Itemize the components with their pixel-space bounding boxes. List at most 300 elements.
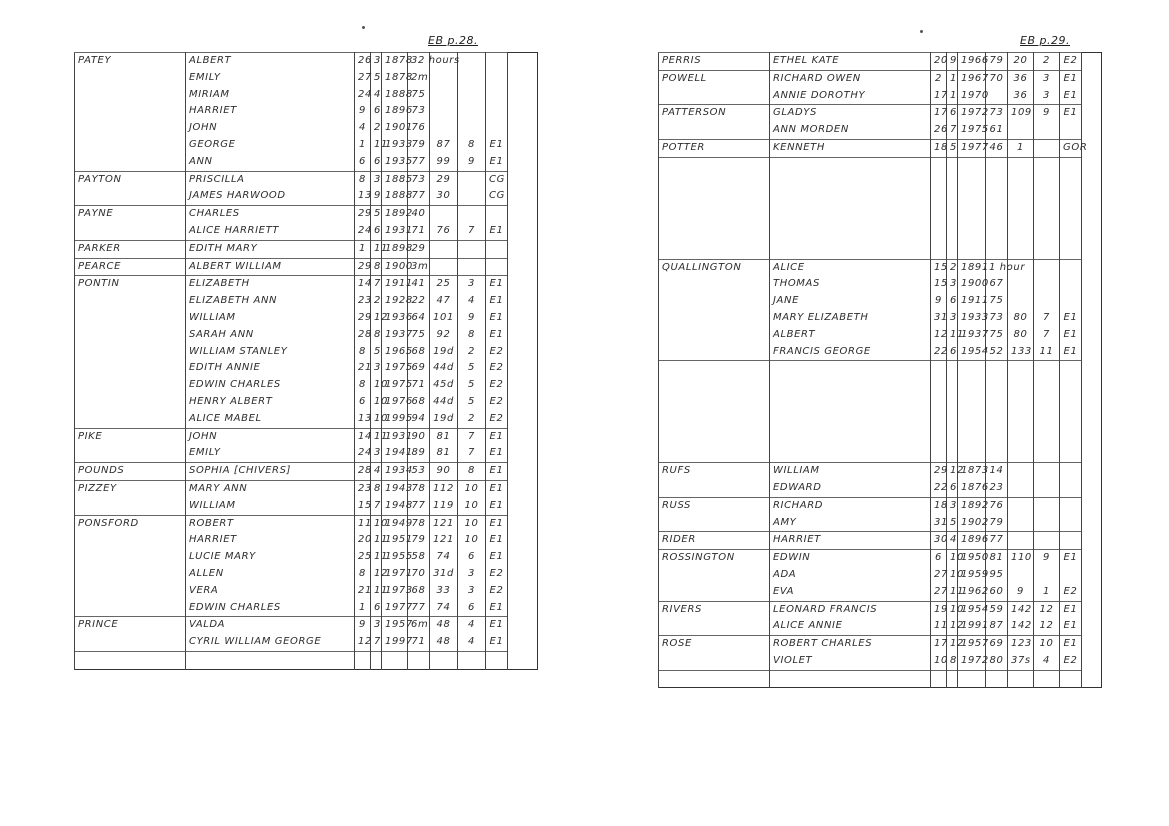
- forename-cell: ROBERT: [186, 515, 355, 532]
- no-cell: 5: [458, 394, 486, 411]
- month-cell: [947, 361, 958, 378]
- forename-cell: MIRIAM: [186, 87, 355, 104]
- ref-cell: 44d: [430, 394, 458, 411]
- age-cell: 77: [408, 154, 430, 171]
- age-cell: 89: [408, 445, 430, 462]
- table-row: [659, 293, 1102, 310]
- code-cell: E1: [1060, 70, 1082, 87]
- code-cell: [1060, 242, 1082, 259]
- table-row: [659, 618, 1102, 635]
- table-row: [75, 188, 538, 205]
- code-cell: E1: [486, 634, 508, 651]
- blank-row: [659, 445, 1102, 462]
- day-cell: [931, 412, 947, 429]
- year-cell: 1934: [382, 463, 408, 481]
- month-cell: 5: [947, 515, 958, 532]
- age-cell: [986, 429, 1008, 446]
- ref-cell: [1008, 122, 1034, 139]
- no-cell: 10: [458, 515, 486, 532]
- forename-cell: ALBERT: [186, 53, 355, 70]
- no-cell: [1034, 225, 1060, 242]
- code-cell: [1060, 259, 1082, 276]
- code-cell: E1: [486, 463, 508, 481]
- no-cell: 7: [1034, 310, 1060, 327]
- table-row: [659, 105, 1102, 122]
- day-cell: 6: [355, 154, 371, 171]
- ref-cell: 121: [430, 532, 458, 549]
- age-cell: [986, 175, 1008, 192]
- surname-cell: [659, 515, 770, 532]
- day-cell: 29: [355, 258, 371, 276]
- month-cell: 2: [947, 259, 958, 276]
- day-cell: 24: [355, 445, 371, 462]
- age-cell: 71: [408, 377, 430, 394]
- ref-cell: [1008, 242, 1034, 259]
- burial-register-table: [74, 52, 538, 670]
- ref-cell: 44d: [430, 360, 458, 377]
- year-cell: 1885: [382, 171, 408, 188]
- day-cell: [931, 445, 947, 462]
- surname-cell: [75, 154, 186, 171]
- month-cell: 3: [947, 276, 958, 293]
- year-cell: 1900: [382, 258, 408, 276]
- age-cell: 53: [408, 463, 430, 481]
- day-cell: 22: [931, 344, 947, 361]
- blank-row: [659, 361, 1102, 378]
- day-cell: 27: [931, 567, 947, 584]
- month-cell: 4: [371, 463, 382, 481]
- table-row: [75, 103, 538, 120]
- year-cell: 1997: [382, 634, 408, 651]
- table-row: [75, 583, 538, 600]
- age-cell: 70: [408, 566, 430, 583]
- forename-cell: ALBERT WILLIAM: [186, 258, 355, 276]
- ref-cell: 142: [1008, 601, 1034, 618]
- ref-cell: 19d: [430, 411, 458, 428]
- surname-cell: [75, 549, 186, 566]
- year-cell: 1933: [958, 310, 986, 327]
- age-cell: 64: [408, 310, 430, 327]
- table-row: [659, 515, 1102, 532]
- no-cell: 7: [458, 445, 486, 462]
- code-cell: [1060, 157, 1082, 174]
- code-cell: E1: [486, 515, 508, 532]
- age-cell: [986, 225, 1008, 242]
- forename-cell: PRISCILLA: [186, 171, 355, 188]
- no-cell: [458, 87, 486, 104]
- forename-cell: CYRIL WILLIAM GEORGE: [186, 634, 355, 651]
- day-cell: 14: [355, 276, 371, 293]
- code-cell: [1060, 567, 1082, 584]
- forename-cell: [770, 208, 931, 225]
- code-cell: [1060, 395, 1082, 412]
- code-cell: [1060, 293, 1082, 310]
- month-cell: 10: [947, 567, 958, 584]
- day-cell: [931, 175, 947, 192]
- age-cell: 68: [408, 344, 430, 361]
- age-cell: 73: [408, 103, 430, 120]
- surname-cell: [75, 310, 186, 327]
- age-cell: 1 hour: [986, 259, 1008, 276]
- year-cell: 1911: [382, 276, 408, 293]
- month-cell: [947, 208, 958, 225]
- code-cell: [1060, 463, 1082, 480]
- age-cell: 79: [408, 137, 430, 154]
- month-cell: [947, 378, 958, 395]
- day-cell: 20: [931, 53, 947, 71]
- month-cell: 1: [947, 88, 958, 105]
- year-cell: [958, 175, 986, 192]
- year-cell: 1902: [958, 515, 986, 532]
- year-cell: 1966: [958, 53, 986, 71]
- age-cell: 79: [408, 532, 430, 549]
- no-cell: [1034, 139, 1060, 157]
- blank-row: [75, 651, 538, 669]
- month-cell: 10: [947, 601, 958, 618]
- month-cell: 5: [371, 70, 382, 87]
- year-cell: 1977: [382, 600, 408, 617]
- year-cell: 1911: [958, 293, 986, 310]
- surname-cell: [75, 600, 186, 617]
- ref-cell: [430, 258, 458, 276]
- ref-cell: 25: [430, 276, 458, 293]
- code-cell: E1: [486, 617, 508, 634]
- month-cell: 3: [371, 53, 382, 70]
- age-cell: 77: [408, 498, 430, 515]
- ref-cell: 123: [1008, 636, 1034, 653]
- ref-cell: [1008, 361, 1034, 378]
- surname-cell: PERRIS: [659, 53, 770, 71]
- forename-cell: [770, 242, 931, 259]
- table-row: [75, 310, 538, 327]
- month-cell: 6: [371, 223, 382, 240]
- code-cell: E1: [1060, 618, 1082, 635]
- year-cell: 1948: [382, 498, 408, 515]
- code-cell: E2: [486, 566, 508, 583]
- page-mark-dot: [920, 30, 923, 33]
- code-cell: E1: [1060, 636, 1082, 653]
- age-cell: 46: [986, 139, 1008, 157]
- surname-cell: PIKE: [75, 428, 186, 445]
- year-cell: 1898: [382, 240, 408, 258]
- year-cell: 1976: [382, 394, 408, 411]
- surname-cell: ROSSINGTON: [659, 550, 770, 567]
- age-cell: 71: [408, 223, 430, 240]
- table-row: [75, 240, 538, 258]
- forename-cell: [770, 445, 931, 462]
- month-cell: 1: [947, 70, 958, 87]
- forename-cell: ANN: [186, 154, 355, 171]
- year-cell: 1873: [958, 463, 986, 480]
- table-row: [659, 601, 1102, 618]
- month-cell: 10: [371, 394, 382, 411]
- forename-cell: HARRIET: [770, 532, 931, 550]
- ref-cell: 80: [1008, 310, 1034, 327]
- day-cell: 14: [355, 428, 371, 445]
- ref-cell: [1008, 463, 1034, 480]
- month-cell: 7: [371, 276, 382, 293]
- age-cell: 2m: [408, 70, 430, 87]
- year-cell: 1943: [382, 480, 408, 497]
- surname-cell: PATEY: [75, 53, 186, 70]
- age-cell: 70: [986, 70, 1008, 87]
- year-cell: [958, 429, 986, 446]
- forename-cell: THOMAS: [770, 276, 931, 293]
- forename-cell: [770, 175, 931, 192]
- no-cell: 3: [458, 276, 486, 293]
- month-cell: 8: [371, 327, 382, 344]
- no-cell: 2: [1034, 53, 1060, 71]
- age-cell: 59: [986, 601, 1008, 618]
- month-cell: 8: [371, 258, 382, 276]
- day-cell: 28: [355, 327, 371, 344]
- year-cell: 1896: [382, 103, 408, 120]
- age-cell: 52: [986, 344, 1008, 361]
- age-cell: 79: [986, 53, 1008, 71]
- day-cell: [931, 225, 947, 242]
- month-cell: [947, 412, 958, 429]
- day-cell: 28: [355, 463, 371, 481]
- no-cell: [458, 53, 486, 70]
- surname-cell: [659, 480, 770, 497]
- left-page: [0, 0, 584, 826]
- day-cell: 18: [931, 497, 947, 514]
- empty-cell: [382, 651, 408, 669]
- year-cell: 1955: [382, 549, 408, 566]
- page-label: EB p.28.: [428, 34, 478, 47]
- forename-cell: ALICE MABEL: [186, 411, 355, 428]
- table-row: [659, 344, 1102, 361]
- surname-cell: [75, 583, 186, 600]
- age-cell: 68: [408, 583, 430, 600]
- month-cell: 3: [371, 171, 382, 188]
- forename-cell: JANE: [770, 293, 931, 310]
- month-cell: 11: [371, 549, 382, 566]
- day-cell: 8: [355, 171, 371, 188]
- surname-cell: PIZZEY: [75, 480, 186, 497]
- day-cell: 24: [355, 87, 371, 104]
- year-cell: 1892: [382, 206, 408, 223]
- ref-cell: [430, 206, 458, 223]
- day-cell: 25: [355, 549, 371, 566]
- year-cell: [958, 242, 986, 259]
- code-cell: [486, 206, 508, 223]
- day-cell: 9: [355, 617, 371, 634]
- ref-cell: [1008, 515, 1034, 532]
- day-cell: 19: [931, 601, 947, 618]
- age-cell: 76: [986, 497, 1008, 514]
- age-cell: 80: [986, 653, 1008, 670]
- year-cell: 1957: [958, 636, 986, 653]
- no-cell: [1034, 242, 1060, 259]
- table-row: [659, 584, 1102, 601]
- forename-cell: EDWIN: [770, 550, 931, 567]
- no-cell: [1034, 122, 1060, 139]
- month-cell: 9: [947, 53, 958, 71]
- ref-cell: [1008, 497, 1034, 514]
- ref-cell: 30: [430, 188, 458, 205]
- no-cell: 3: [458, 566, 486, 583]
- forename-cell: MARY ANN: [186, 480, 355, 497]
- code-cell: E1: [1060, 550, 1082, 567]
- no-cell: [1034, 276, 1060, 293]
- surname-cell: [659, 225, 770, 242]
- age-cell: 77: [408, 600, 430, 617]
- age-cell: 23: [986, 480, 1008, 497]
- surname-cell: RUFS: [659, 463, 770, 480]
- code-cell: E2: [486, 411, 508, 428]
- age-cell: [986, 445, 1008, 462]
- forename-cell: [770, 191, 931, 208]
- age-cell: 41: [408, 276, 430, 293]
- day-cell: [931, 157, 947, 174]
- code-cell: [1060, 429, 1082, 446]
- day-cell: 8: [355, 344, 371, 361]
- empty-cell: [1034, 670, 1060, 688]
- no-cell: 10: [458, 480, 486, 497]
- month-cell: 11: [371, 240, 382, 258]
- year-cell: 1941: [382, 445, 408, 462]
- code-cell: E2: [1060, 53, 1082, 71]
- year-cell: 1935: [382, 154, 408, 171]
- table-row: [75, 137, 538, 154]
- no-cell: [458, 70, 486, 87]
- age-cell: 78: [408, 515, 430, 532]
- surname-cell: PARKER: [75, 240, 186, 258]
- table-row: [75, 154, 538, 171]
- forename-cell: [770, 157, 931, 174]
- code-cell: GOR: [1060, 139, 1082, 157]
- age-cell: 75: [408, 87, 430, 104]
- day-cell: 29: [355, 206, 371, 223]
- code-cell: E1: [486, 310, 508, 327]
- age-cell: 87: [986, 618, 1008, 635]
- table-row: [659, 88, 1102, 105]
- table-row: [75, 120, 538, 137]
- year-cell: 1931: [382, 428, 408, 445]
- no-cell: 4: [1034, 653, 1060, 670]
- code-cell: E1: [486, 600, 508, 617]
- year-cell: 1937: [958, 327, 986, 344]
- ref-cell: 74: [430, 600, 458, 617]
- day-cell: 12: [355, 634, 371, 651]
- empty-cell: [986, 670, 1008, 688]
- year-cell: 1975: [958, 122, 986, 139]
- day-cell: 21: [355, 583, 371, 600]
- age-cell: 73: [986, 310, 1008, 327]
- year-cell: 1991: [958, 618, 986, 635]
- age-cell: 22: [408, 293, 430, 310]
- day-cell: [931, 378, 947, 395]
- code-cell: [486, 70, 508, 87]
- forename-cell: GEORGE: [186, 137, 355, 154]
- no-cell: [458, 103, 486, 120]
- year-cell: 1888: [382, 188, 408, 205]
- year-cell: 1967: [958, 70, 986, 87]
- table-row: [75, 258, 538, 276]
- day-cell: 1: [355, 137, 371, 154]
- forename-cell: [770, 361, 931, 378]
- ref-cell: 74: [430, 549, 458, 566]
- ref-cell: 19d: [430, 344, 458, 361]
- ref-cell: [1008, 532, 1034, 550]
- ref-cell: 87: [430, 137, 458, 154]
- ref-cell: [1008, 480, 1034, 497]
- forename-cell: WILLIAM STANLEY: [186, 344, 355, 361]
- forename-cell: ELIZABETH: [186, 276, 355, 293]
- code-cell: E1: [486, 445, 508, 462]
- surname-cell: [659, 327, 770, 344]
- no-cell: 9: [458, 154, 486, 171]
- code-cell: E1: [1060, 105, 1082, 122]
- surname-cell: PONSFORD: [75, 515, 186, 532]
- no-cell: [458, 240, 486, 258]
- age-cell: 71: [408, 634, 430, 651]
- day-cell: 20: [355, 532, 371, 549]
- age-cell: 76: [408, 120, 430, 137]
- forename-cell: VALDA: [186, 617, 355, 634]
- table-row: [75, 445, 538, 462]
- surname-cell: [659, 122, 770, 139]
- table-row: [75, 515, 538, 532]
- blank-row: [659, 412, 1102, 429]
- forename-cell: WILLIAM: [770, 463, 931, 480]
- month-cell: 12: [371, 310, 382, 327]
- surname-cell: [75, 103, 186, 120]
- ref-cell: 110: [1008, 550, 1034, 567]
- age-cell: 69: [986, 636, 1008, 653]
- year-cell: [958, 157, 986, 174]
- no-cell: 8: [458, 463, 486, 481]
- code-cell: [486, 240, 508, 258]
- surname-cell: [75, 634, 186, 651]
- no-cell: 4: [458, 634, 486, 651]
- ref-cell: 101: [430, 310, 458, 327]
- ref-cell: 45d: [430, 377, 458, 394]
- no-cell: [458, 188, 486, 205]
- day-cell: 6: [355, 394, 371, 411]
- surname-cell: [659, 175, 770, 192]
- code-cell: [1060, 225, 1082, 242]
- no-cell: [1034, 378, 1060, 395]
- code-cell: [1060, 276, 1082, 293]
- ref-cell: [1008, 175, 1034, 192]
- month-cell: 11: [371, 532, 382, 549]
- code-cell: E1: [486, 480, 508, 497]
- month-cell: 3: [371, 445, 382, 462]
- code-cell: [1060, 175, 1082, 192]
- empty-cell: [486, 651, 508, 669]
- ref-cell: 81: [430, 445, 458, 462]
- surname-cell: [75, 344, 186, 361]
- code-cell: E1: [486, 293, 508, 310]
- empty-cell: [430, 651, 458, 669]
- no-cell: 9: [1034, 550, 1060, 567]
- month-cell: 10: [371, 515, 382, 532]
- day-cell: 17: [931, 88, 947, 105]
- ref-cell: [1008, 276, 1034, 293]
- surname-cell: [659, 618, 770, 635]
- year-cell: 1878: [382, 53, 408, 70]
- no-cell: [458, 171, 486, 188]
- year-cell: 1972: [958, 653, 986, 670]
- surname-cell: [75, 411, 186, 428]
- code-cell: [486, 103, 508, 120]
- ref-cell: 31d: [430, 566, 458, 583]
- table-row: [75, 70, 538, 87]
- ref-cell: [430, 120, 458, 137]
- year-cell: 1936: [382, 310, 408, 327]
